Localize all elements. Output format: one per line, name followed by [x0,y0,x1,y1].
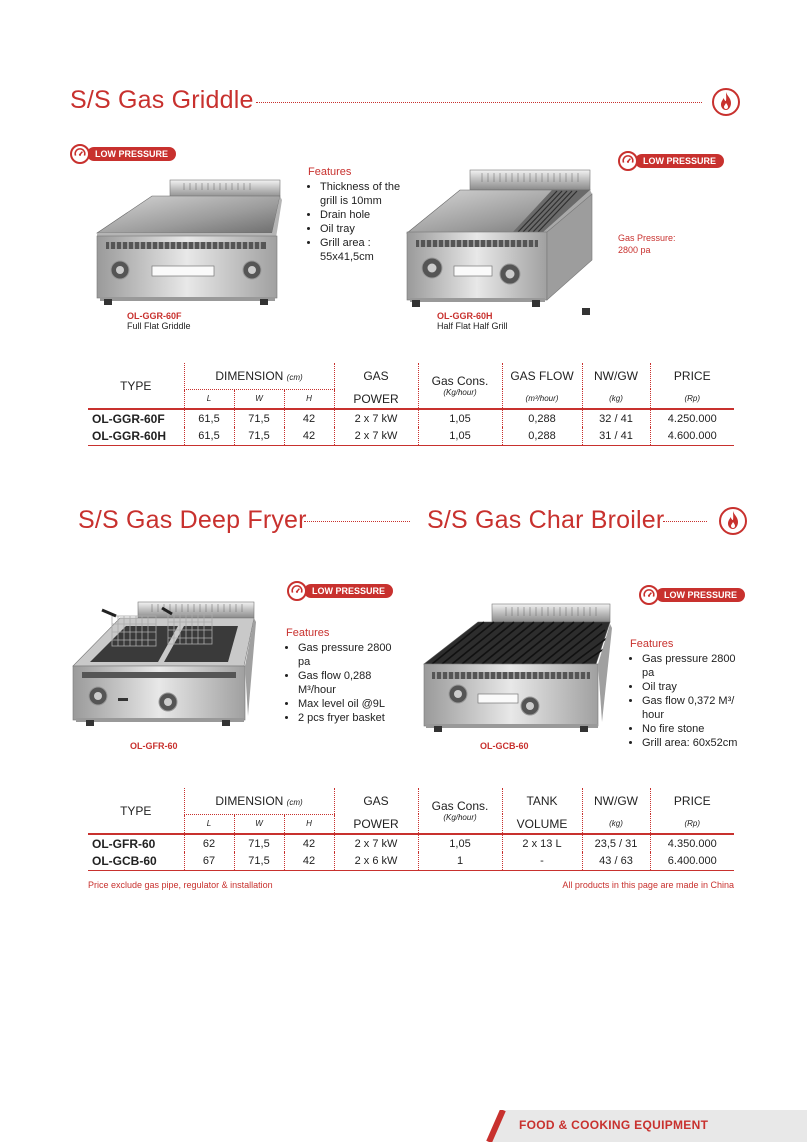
col-volume: VOLUME [502,814,582,834]
char-broiler-image [420,602,616,736]
features-title: Features [630,638,674,650]
col-l: L [184,389,234,409]
col-power: POWER [334,389,418,409]
low-pressure-badge [287,581,393,601]
feature-item: • Gas flow 0,288 M³/hour [298,669,398,697]
col-gas-cons: Gas Cons. (Kg/hour) [418,363,502,409]
fryer-features [286,627,398,725]
broiler-section-title: S/S Gas Char Broiler [427,506,665,534]
col-nwgw-unit: (kg) [582,814,650,834]
low-pressure-label: LOW PRESSURE [656,588,745,602]
low-pressure-badge [618,151,724,171]
product-code: OL-GFR-60 [130,741,178,751]
gas-pressure-note [618,232,676,256]
title-divider [304,521,410,522]
product-name: Half Flat Half Grill [437,321,508,331]
col-tank: TANK [502,788,582,814]
col-flow-unit: (m³/hour) [502,389,582,409]
col-w: W [234,389,284,409]
col-h: H [284,814,334,834]
low-pressure-label: LOW PRESSURE [635,154,724,168]
col-h: H [284,389,334,409]
feature-item: • Gas pressure 2800 pa [642,652,750,680]
features-list [286,641,398,725]
table-row: OL-GCB-60 67 71,5 42 2 x 6 kW 1 - 43 / 63 6.400.000 [88,852,734,870]
col-l: L [184,814,234,834]
product-caption [127,311,191,331]
product-caption [437,311,508,331]
gauge-icon [618,151,638,171]
gas-pressure-label: Gas Pressure: [618,233,676,243]
table-row: OL-GFR-60 62 71,5 42 2 x 7 kW 1,05 2 x 13 L 23,5 / 31 4.350.000 [88,834,734,852]
col-w: W [234,814,284,834]
col-dimension: DIMENSION (cm) [184,788,334,814]
title-divider [256,102,702,103]
feature-item: • Thickness of the grill is 10mm [320,180,418,208]
feature-item: • Oil tray [642,680,750,694]
col-price-unit: (Rp) [650,389,734,409]
title-divider [663,521,707,522]
product-code: OL-GGR-60F [127,311,182,321]
feature-item: • Max level oil @9L [298,697,398,711]
low-pressure-label: LOW PRESSURE [304,584,393,598]
flame-icon [719,507,747,535]
half-flat-half-grill-image [402,168,612,318]
gas-pressure-value: 2800 pa [618,245,651,255]
col-gas-cons: Gas Cons. (Kg/hour) [418,788,502,834]
fryer-broiler-spec-table [88,788,734,871]
feature-item: • Gas flow 0,372 M³/ hour [642,694,750,722]
griddle-section-title: S/S Gas Griddle [70,86,254,114]
product-code: OL-GCB-60 [480,741,529,751]
footer-label: FOOD & COOKING EQUIPMENT [519,1118,709,1132]
col-nwgw: NW/GW [582,363,650,389]
fryer-section-title: S/S Gas Deep Fryer [78,506,307,534]
table-row: OL-GGR-60H 61,5 71,5 42 2 x 7 kW 1,05 0,288 31 / 41 4.600.000 [88,427,734,445]
col-nwgw-unit: (kg) [582,389,650,409]
col-dimension: DIMENSION (cm) [184,363,334,389]
full-flat-griddle-image [92,178,302,308]
col-gas: GAS [334,363,418,389]
col-price: PRICE [650,363,734,389]
low-pressure-label: LOW PRESSURE [87,147,176,161]
broiler-features [630,638,750,750]
product-code: OL-GGR-60H [437,311,493,321]
features-title: Features [286,627,330,639]
low-pressure-badge [70,144,176,164]
feature-item: • 2 pcs fryer basket [298,711,398,725]
col-price-unit: (Rp) [650,814,734,834]
price-note: Price exclude gas pipe, regulator & installation [88,880,273,890]
feature-item: • Grill area: 60x52cm [642,736,750,750]
griddle-spec-table [88,363,734,446]
col-gas: GAS [334,788,418,814]
deep-fryer-image [68,598,260,730]
col-gas-flow: GAS FLOW [502,363,582,389]
gauge-icon [287,581,307,601]
features-title: Features [308,166,352,178]
feature-item: • Drain hole [320,208,418,222]
feature-item: • Gas pressure 2800 pa [298,641,398,669]
flame-icon [712,88,740,116]
col-power: POWER [334,814,418,834]
features-list [630,652,750,750]
gauge-icon [70,144,90,164]
col-nwgw: NW/GW [582,788,650,814]
gauge-icon [639,585,659,605]
col-type: TYPE [120,803,152,818]
table-row: OL-GGR-60F 61,5 71,5 42 2 x 7 kW 1,05 0,288 32 / 41 4.250.000 [88,409,734,427]
low-pressure-badge [639,585,745,605]
feature-item: • Oil tray [320,222,418,236]
product-name: Full Flat Griddle [127,321,191,331]
feature-item: • No fire stone [642,722,750,736]
col-type: TYPE [120,378,152,393]
origin-note: All products in this page are made in China [562,880,734,890]
feature-item: • Grill area : 55x41,5cm [320,236,418,264]
col-price: PRICE [650,788,734,814]
